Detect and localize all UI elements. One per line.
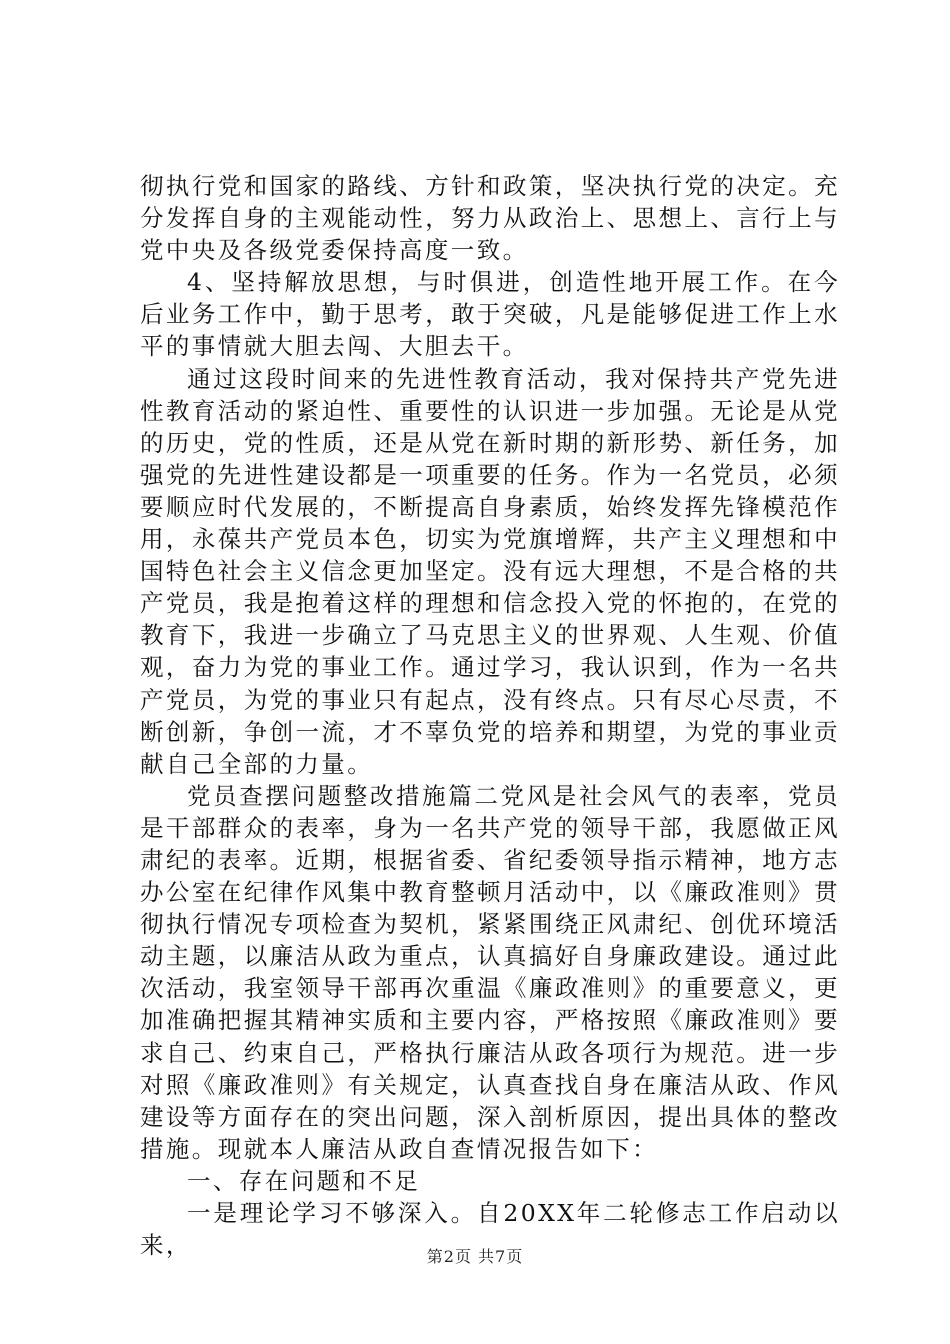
paragraph-article-two: 党员查摆问题整改措施篇二党风是社会风气的表率，党员是干部群众的表率，身为一名共产党的领导干部，我愿做正风肃纪的表率。近期，根据省委、省纪委领导指示精神，地方志办公室在纪律作风集中教育整顿月活动中，以《廉政准则》贯彻执行情况专项检查为契机，紧紧围绕正风肃纪、创优环境活动主题，以廉洁从政为重点，认真搞好自身廉政建设。通过此次活动，我室领导干部再次重温《廉政准则》的重要意义，更加准确把握其精神实质和主要内容，严格按照《廉政准则》要求自己、约束自己，严格执行廉洁从政各项行为规范。进一步对照《廉政准则》有关规定，认真查找自身在廉洁从政、作风建设等方面存在的突出问题，深入剖析原因，提出具体的整改措施。现就本人廉洁从政自查情况报告如下： [140,781,840,1163]
page-footer [0,1244,950,1267]
paragraph-continuation: 彻执行党和国家的路线、方针和政策，坚决执行党的决定。充分发挥自身的主观能动性，努力从政治上、思想上、言行上与党中央及各级党委保持高度一致。 [140,172,840,265]
page-number-label: 第2页 共7页 [426,1247,524,1266]
document-body [140,170,840,1261]
paragraph-theory-study: 一是理论学习不够深入。自20XX年二轮修志工作启动以来， [140,1199,840,1260]
section-heading-problems: 一、存在问题和不足 [187,1166,421,1195]
paragraph-item-4: 4、坚持解放思想，与时俱进，创造性地开展工作。在今后业务工作中，勤于思考，敢于突破，凡是能够促进工作上水平的事情就大胆去闯、大胆去干。 [140,268,840,361]
paragraph-education-activity: 通过这段时间来的先进性教育活动，我对保持共产党先进性教育活动的紧迫性、重要性的认识进一步加强。无论是从党的历史，党的性质，还是从党在新时期的新形势、新任务，加强党的先进性建设都是一项重要的任务。作为一名党员，必须要顺应时代发展的，不断提高自身素质，始终发挥先锋模范作用，永葆共产党员本色，切实为党旗增辉，共产主义理想和中国特色社会主义信念更加坚定。没有远大理想，不是合格的共产党员，我是抱着这样的理想和信念投入党的怀抱的，在党的教育下，我进一步确立了马克思主义的世界观、人生观、价值观，奋力为党的事业工作。通过学习，我认识到，作为一名共产党员，为党的事业只有起点，没有终点。只有尽心尽责，不断创新，争创一流，才不辜负党的培养和期望，为党的事业贡献自己全部的力量。 [140,364,840,778]
